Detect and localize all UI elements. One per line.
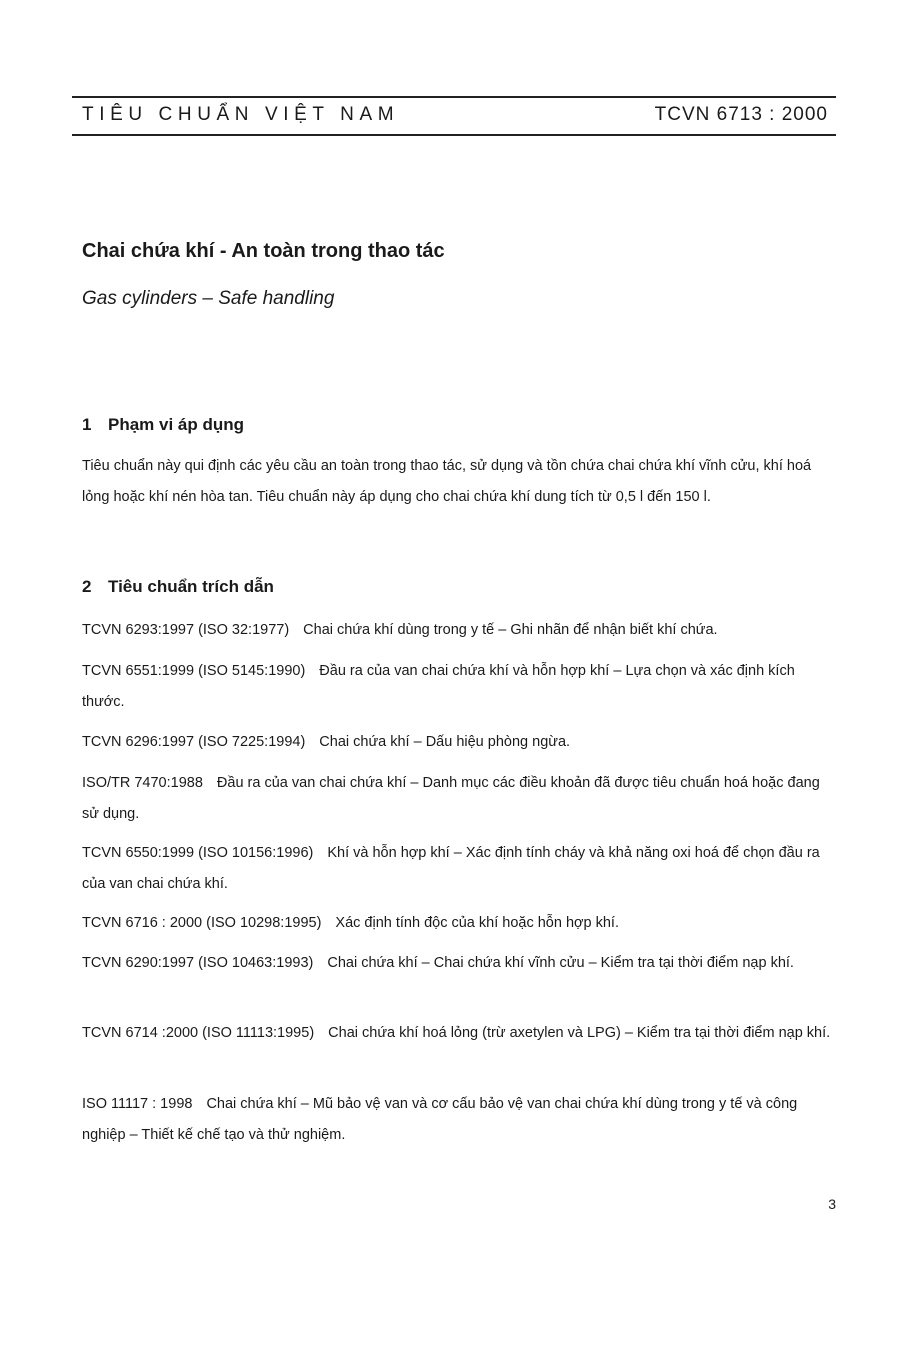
reference-item [82, 656, 834, 718]
section-heading-references [82, 577, 274, 597]
reference-title: Chai chứa khí dùng trong y tế – Ghi nhãn để nhận biết khí chứa. [303, 622, 718, 638]
reference-item [82, 768, 834, 830]
reference-title: Chai chứa khí – Chai chứa khí vĩnh cửu – Kiểm tra tại thời điểm nạp khí. [327, 955, 794, 971]
document-title-vietnamese: Chai chứa khí - An toàn trong thao tác [82, 240, 445, 262]
page-number: 3 [828, 1196, 836, 1212]
reference-code: TCVN 6714 :2000 (ISO 11113:1995) [82, 1025, 315, 1041]
reference-title: Chai chứa khí – Dấu hiệu phòng ngừa. [319, 734, 571, 750]
section-title: Tiêu chuẩn trích dẫn [108, 577, 274, 596]
reference-item [82, 1018, 834, 1049]
reference-title: Đầu ra của van chai chứa khí – Danh mục các điều khoản đã được tiêu chuẩn hoá hoặc đang sử dụng. [82, 775, 820, 822]
section-number: 2 [82, 577, 92, 596]
reference-item [82, 948, 834, 979]
reference-code: TCVN 6716 : 2000 (ISO 10298:1995) [82, 915, 322, 931]
reference-code: TCVN 6550:1999 (ISO 10156:1996) [82, 845, 314, 861]
reference-title: Xác định tính độc của khí hoặc hỗn hợp khí. [335, 915, 619, 931]
standard-code: TCVN 6713 : 2000 [654, 104, 828, 125]
reference-item [82, 838, 834, 900]
reference-title: Khí và hỗn hợp khí – Xác định tính cháy và khả năng oxi hoá để chọn đầu ra của van chai chứa khí. [82, 845, 820, 892]
scope-paragraph: Tiêu chuẩn này qui định các yêu cầu an toàn trong thao tác, sử dụng và tồn chứa chai chứa khí vĩnh cửu, khí hoá lỏng hoặc khí nén hòa tan. Tiêu chuẩn này áp dụng cho chai chứa khí dung tích từ 0,5 l đến 150 l. [82, 458, 812, 505]
reference-code: TCVN 6293:1997 (ISO 32:1977) [82, 622, 290, 638]
section-heading-scope [82, 415, 244, 435]
reference-item [82, 615, 834, 646]
reference-code: TCVN 6290:1997 (ISO 10463:1993) [82, 955, 314, 971]
reference-code: ISO/TR 7470:1988 [82, 775, 203, 791]
reference-title: Chai chứa khí hoá lỏng (trừ axetylen và LPG) – Kiểm tra tại thời điểm nạp khí. [328, 1025, 831, 1041]
reference-title: Đầu ra của van chai chứa khí và hỗn hợp khí – Lựa chọn và xác định kích thước. [82, 663, 795, 710]
section-number: 1 [82, 415, 92, 434]
header-rule-top [72, 96, 836, 98]
section-title: Phạm vi áp dụng [108, 415, 245, 434]
reference-item [82, 727, 834, 758]
reference-code: TCVN 6296:1997 (ISO 7225:1994) [82, 734, 306, 750]
reference-code: ISO 11117 : 1998 [82, 1096, 193, 1112]
reference-item [82, 1089, 834, 1151]
reference-item [82, 908, 834, 939]
standard-series-label: TIÊU CHUẨN VIỆT NAM [82, 104, 400, 125]
header-rule-bottom [72, 134, 836, 136]
reference-title: Chai chứa khí – Mũ bảo vệ van và cơ cấu bảo vệ van chai chứa khí dùng trong y tế và công nghiệp – Thiết kế chế tạo và thử nghiệm. [82, 1096, 798, 1143]
reference-code: TCVN 6551:1999 (ISO 5145:1990) [82, 663, 306, 679]
document-title-english: Gas cylinders – Safe handling [82, 288, 335, 309]
